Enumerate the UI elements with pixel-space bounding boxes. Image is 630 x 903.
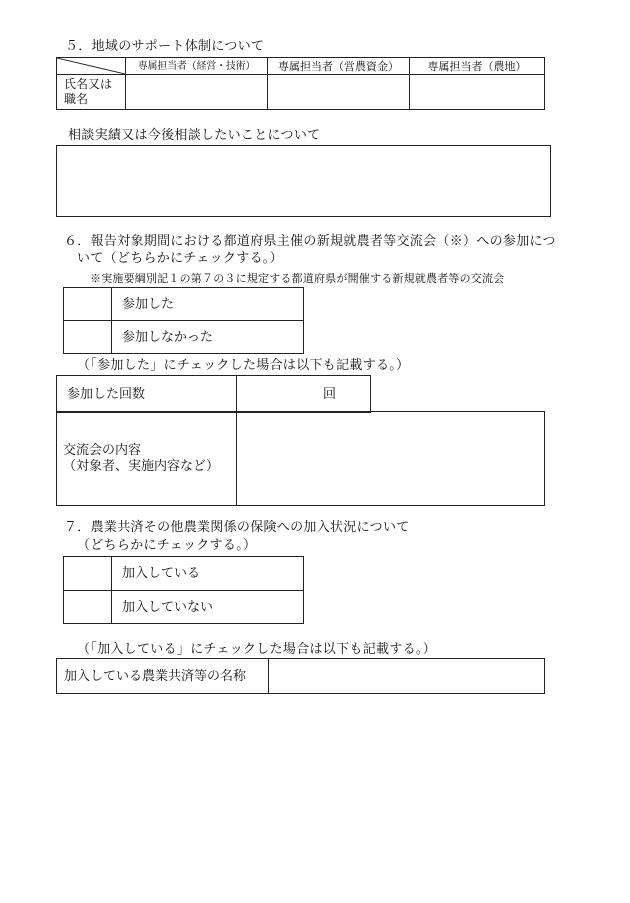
- section6-title-line2: いて（どちらかにチェックする。）: [77, 251, 283, 266]
- farmland-staff-field[interactable]: [410, 75, 545, 110]
- diagonal-header-cell: [57, 58, 126, 75]
- enrolled-checkbox[interactable]: [64, 557, 112, 591]
- not-enrolled-checkbox[interactable]: [64, 591, 112, 624]
- insurance-name-field[interactable]: [269, 659, 545, 694]
- participated-label: 参加した: [112, 288, 304, 321]
- section5-title: ５．地域のサポート体制について: [65, 39, 265, 54]
- support-staff-table: [56, 57, 545, 110]
- management-tech-staff-field[interactable]: [126, 75, 268, 110]
- name-or-title-line1: 氏名又は: [64, 77, 113, 91]
- header-management-tech: 専属担当者（経営・技術）: [126, 58, 268, 75]
- section6-followup-note: （「参加した」にチェックした場合は以下も記載する。）: [77, 358, 410, 373]
- not-enrolled-label: 加入していない: [112, 591, 304, 624]
- header-farmland: 専属担当者（農地）: [410, 58, 545, 75]
- exchange-content-table: [56, 411, 545, 506]
- diagonal-line: [57, 58, 125, 74]
- not-participated-label: 参加しなかった: [112, 321, 304, 354]
- consult-text-area[interactable]: [56, 145, 551, 217]
- participation-check-table: [63, 287, 304, 354]
- section7-followup-note: （「加入している」にチェックした場合は以下も記載する。）: [77, 642, 437, 657]
- section7-title-line1: ７．農業共済その他農業関係の保険への加入状況について: [64, 520, 410, 535]
- insurance-name-table: [56, 658, 545, 694]
- insurance-name-label: 加入している農業共済等の名称: [57, 659, 269, 694]
- exchange-content-field[interactable]: [237, 412, 545, 506]
- exchange-content-label: [57, 412, 237, 506]
- count-unit: 回: [323, 386, 337, 402]
- name-or-title-line2: 職名: [64, 92, 89, 106]
- consult-label: 相談実績又は今後相談したいことについて: [68, 128, 321, 143]
- participation-count-label: 参加した回数: [57, 376, 237, 413]
- exchange-content-label-line2: （対象者、実施内容など）: [63, 458, 220, 474]
- section6-title-line1: ６．報告対象期間における都道府県主催の新規就農者等交流会（※）への参加につ: [64, 234, 556, 249]
- participation-count-table: [56, 375, 371, 413]
- exchange-content-label-line1: 交流会の内容: [63, 442, 142, 458]
- farm-funding-staff-field[interactable]: [268, 75, 410, 110]
- not-participated-checkbox[interactable]: [64, 321, 112, 354]
- section7-title-line2: （どちらかにチェックする。）: [77, 538, 257, 553]
- insurance-check-table: [63, 556, 304, 624]
- enrolled-label: 加入している: [112, 557, 304, 591]
- header-farm-funding: 専属担当者（営農資金）: [268, 58, 410, 75]
- participation-count-field[interactable]: [237, 376, 371, 413]
- participated-checkbox[interactable]: [64, 288, 112, 321]
- name-or-title-label: [57, 75, 126, 110]
- section6-note: ※実施要綱別記１の第７の３に規定する都道府県が開催する新規就農者等の交流会: [90, 272, 505, 285]
